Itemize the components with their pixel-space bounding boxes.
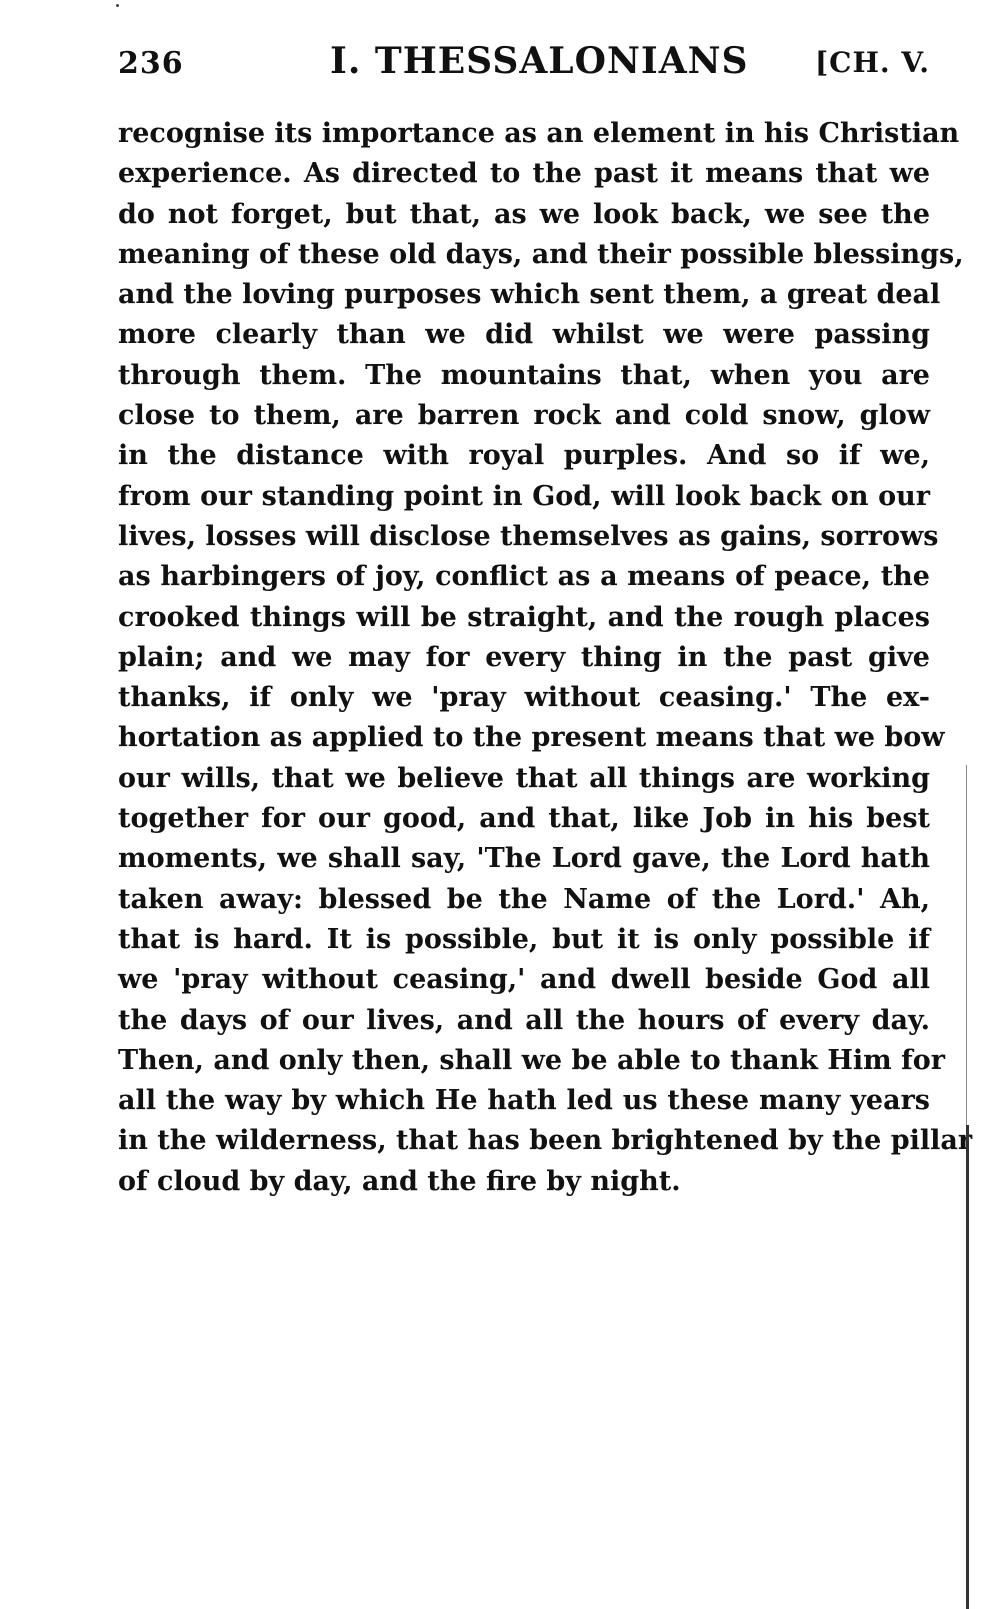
text-line: all the way by which He hath led us these many years	[118, 1085, 930, 1117]
text-line: together for our good, and that, like Job in his best	[118, 803, 930, 835]
page-edge-shadow	[966, 1125, 969, 1609]
printing-speck	[116, 4, 119, 7]
text-line: hortation as applied to the present means that we bow	[118, 722, 945, 754]
text-line: in the distance with royal purples. And so if we,	[118, 440, 930, 472]
text-line: do not forget, but that, as we look back, we see the	[118, 198, 930, 230]
text-line: that is hard. It is possible, but it is only possible if	[118, 923, 930, 955]
text-line: we 'pray without ceasing,' and dwell beside God all	[118, 964, 930, 996]
text-line: thanks, if only we 'pray without ceasing.' The ex-	[118, 682, 930, 714]
text-line: lives, losses will disclose themselves as gains, sorrows	[118, 520, 939, 552]
text-line: moments, we shall say, 'The Lord gave, the Lord hath	[118, 843, 930, 875]
text-line: our wills, that we believe that all things are working	[118, 762, 930, 794]
text-line: experience. As directed to the past it means that we	[118, 158, 930, 190]
text-line: taken away: blessed be the Name of the Lord.' Ah,	[118, 883, 930, 915]
text-line: meaning of these old days, and their possible blessings,	[118, 238, 964, 270]
text-line: plain; and we may for every thing in the past give	[118, 641, 930, 673]
running-head	[118, 38, 930, 88]
text-line: more clearly than we did whilst we were passing	[118, 319, 930, 351]
text-line: from our standing point in God, will look back on our	[118, 480, 930, 512]
text-line: recognise its importance as an element in his Christian	[118, 118, 960, 149]
text-line: crooked things will be straight, and the rough places	[118, 601, 930, 633]
text-line: in the wilderness, that has been brightened by the pillar	[118, 1125, 973, 1157]
body-paragraph	[118, 114, 973, 1202]
text-line: the days of our lives, and all the hours of every day.	[118, 1004, 930, 1036]
chapter-label: [CH. V.	[814, 46, 930, 79]
text-line: and the loving purposes which sent them, a great deal	[118, 279, 941, 311]
text-line: close to them, are barren rock and cold snow, glow	[118, 400, 930, 432]
text-line: as harbingers of joy, conflict as a means of peace, the	[118, 561, 930, 593]
text-line: through them. The mountains that, when you are	[118, 359, 930, 391]
text-line-last: of cloud by day, and the fire by night.	[118, 1165, 681, 1197]
page-edge-shadow	[966, 765, 967, 1125]
text-line: Then, and only then, shall we be able to thank Him for	[118, 1044, 945, 1076]
page-number: 236	[118, 46, 184, 81]
book-title: I. THESSALONIANS	[330, 40, 749, 82]
